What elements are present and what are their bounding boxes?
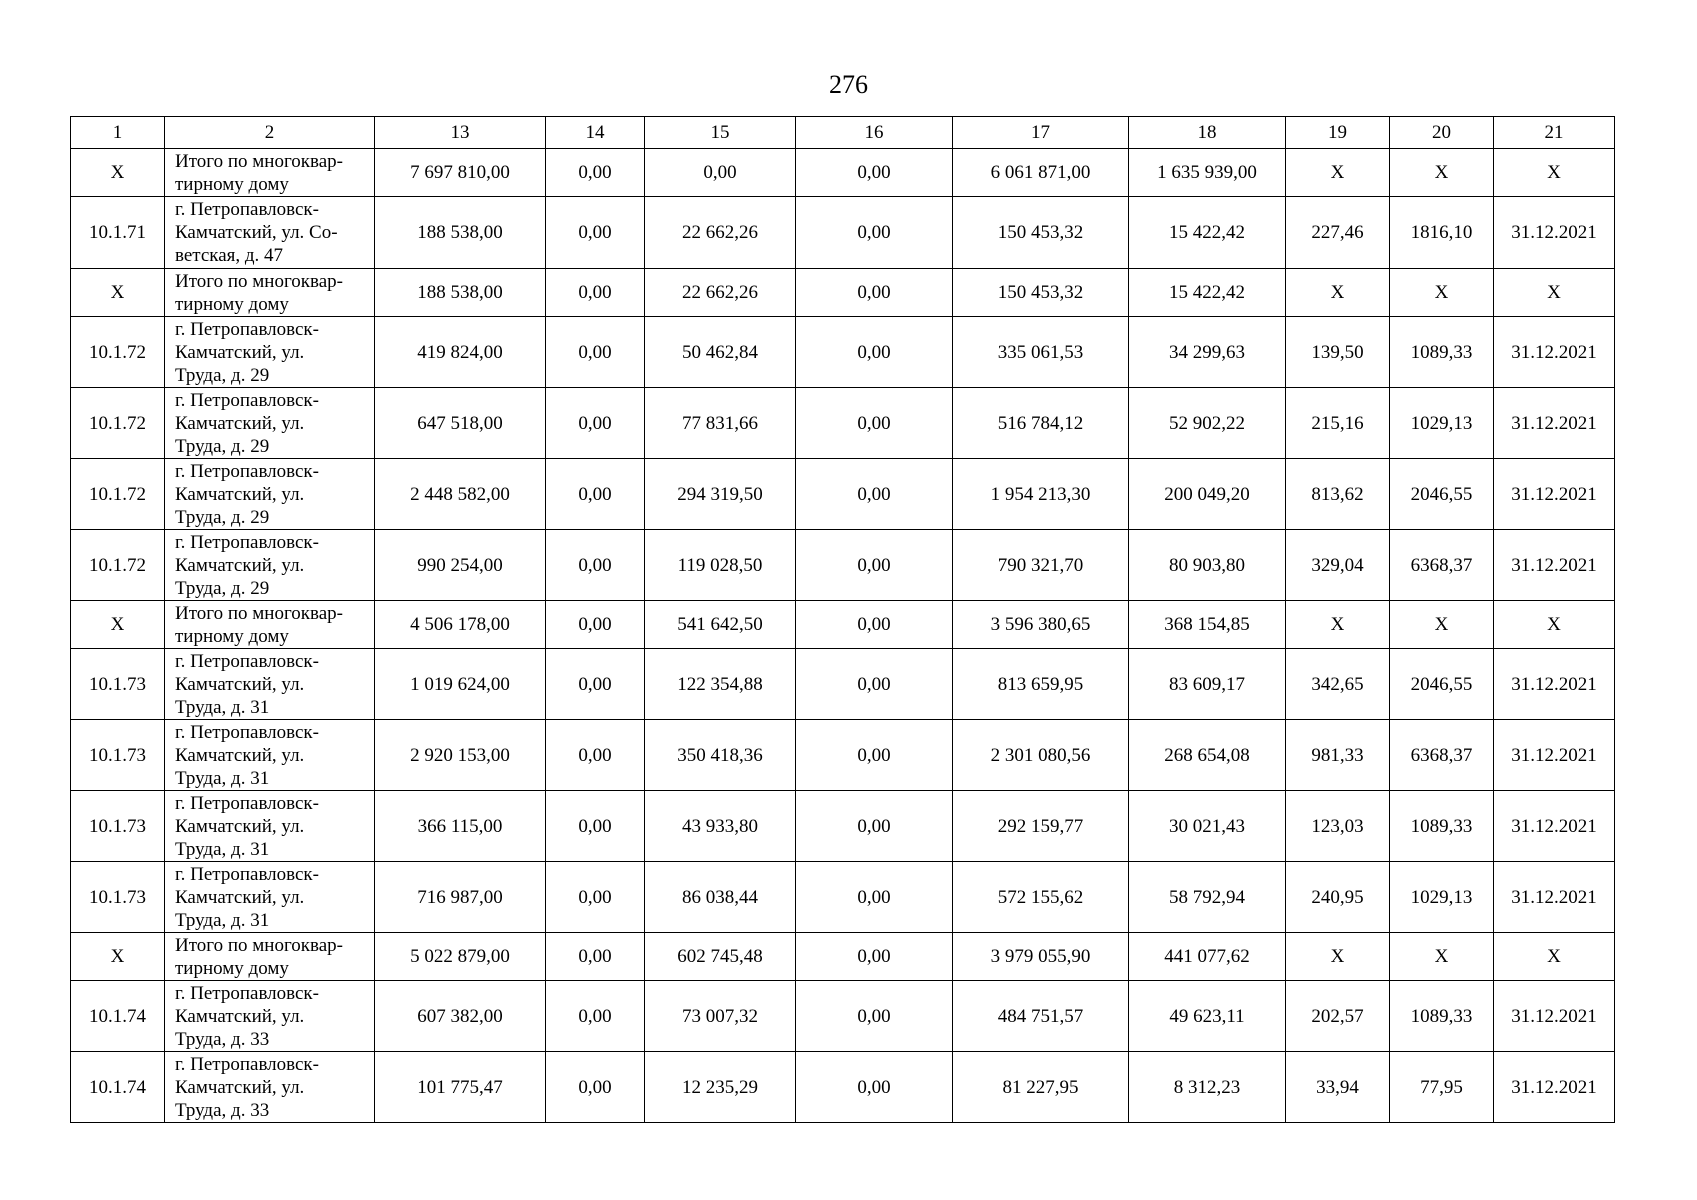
table-row	[71, 720, 1615, 791]
table-cell: 188 538,00	[375, 197, 546, 269]
table-row-total	[71, 149, 1615, 197]
address-cell: г. Петропавловск- Камчатский, ул. Труда, д. 29	[165, 388, 375, 459]
table-cell: X	[71, 933, 165, 981]
table-cell: 541 642,50	[645, 601, 796, 649]
table-cell: X	[1494, 601, 1615, 649]
table-cell: 52 902,22	[1129, 388, 1286, 459]
table-cell: 0,00	[645, 149, 796, 197]
address-cell: г. Петропавловск- Камчатский, ул. Труда, д. 33	[165, 1052, 375, 1123]
table-cell: 441 077,62	[1129, 933, 1286, 981]
data-table	[70, 116, 1615, 1123]
table-cell: 81 227,95	[953, 1052, 1129, 1123]
table-cell: 1816,10	[1390, 197, 1494, 269]
column-header: 13	[375, 117, 546, 149]
table-row	[71, 459, 1615, 530]
table-cell: 10.1.72	[71, 459, 165, 530]
column-header: 19	[1286, 117, 1390, 149]
table-cell: 122 354,88	[645, 649, 796, 720]
table-cell: 602 745,48	[645, 933, 796, 981]
table-cell: 2 920 153,00	[375, 720, 546, 791]
address-cell: г. Петропавловск- Камчатский, ул. Труда, д. 31	[165, 649, 375, 720]
table-cell: 1089,33	[1390, 317, 1494, 388]
table-cell: 4 506 178,00	[375, 601, 546, 649]
column-header: 21	[1494, 117, 1615, 149]
table-cell: 990 254,00	[375, 530, 546, 601]
table-cell: 123,03	[1286, 791, 1390, 862]
table-cell: 10.1.74	[71, 1052, 165, 1123]
table-cell: 86 038,44	[645, 862, 796, 933]
page-number: 276	[829, 70, 868, 99]
table-cell: X	[1286, 269, 1390, 317]
table-cell: X	[1494, 149, 1615, 197]
table-row	[71, 317, 1615, 388]
table-cell: 1089,33	[1390, 791, 1494, 862]
table-cell: X	[1286, 933, 1390, 981]
table-cell: 101 775,47	[375, 1052, 546, 1123]
address-cell: г. Петропавловск- Камчатский, ул. Труда, д. 31	[165, 720, 375, 791]
table-cell: 2 448 582,00	[375, 459, 546, 530]
table-cell: 0,00	[796, 269, 953, 317]
table-row	[71, 197, 1615, 269]
address-cell: Итого по многоквар- тирному дому	[165, 269, 375, 317]
address-cell: г. Петропавловск- Камчатский, ул. Труда, д. 31	[165, 791, 375, 862]
table-cell: 227,46	[1286, 197, 1390, 269]
table-row	[71, 862, 1615, 933]
table-cell: 342,65	[1286, 649, 1390, 720]
table-cell: 350 418,36	[645, 720, 796, 791]
table-cell: 0,00	[546, 933, 645, 981]
table-row-total	[71, 269, 1615, 317]
table-cell: 292 159,77	[953, 791, 1129, 862]
table-cell: 335 061,53	[953, 317, 1129, 388]
table-row	[71, 388, 1615, 459]
table-cell: X	[1286, 601, 1390, 649]
table-cell: 329,04	[1286, 530, 1390, 601]
table-cell: 31.12.2021	[1494, 720, 1615, 791]
column-header: 17	[953, 117, 1129, 149]
table-cell: 0,00	[796, 601, 953, 649]
table-cell: 0,00	[546, 388, 645, 459]
table-cell: 43 933,80	[645, 791, 796, 862]
table-cell: 1029,13	[1390, 862, 1494, 933]
table-cell: 0,00	[796, 388, 953, 459]
table-cell: 30 021,43	[1129, 791, 1286, 862]
table-cell: 419 824,00	[375, 317, 546, 388]
table-cell: 368 154,85	[1129, 601, 1286, 649]
table-row	[71, 530, 1615, 601]
column-header: 20	[1390, 117, 1494, 149]
table-cell: 981,33	[1286, 720, 1390, 791]
header-row	[71, 117, 1615, 149]
table-cell: 202,57	[1286, 981, 1390, 1052]
table-cell: 0,00	[546, 459, 645, 530]
table-cell: 0,00	[546, 317, 645, 388]
column-header: 2	[165, 117, 375, 149]
table-cell: 484 751,57	[953, 981, 1129, 1052]
table-cell: 31.12.2021	[1494, 981, 1615, 1052]
table-cell: 15 422,42	[1129, 197, 1286, 269]
table-row	[71, 649, 1615, 720]
column-header: 15	[645, 117, 796, 149]
table-cell: 31.12.2021	[1494, 388, 1615, 459]
table-cell: 0,00	[546, 530, 645, 601]
address-cell: Итого по многоквар- тирному дому	[165, 601, 375, 649]
table-cell: X	[1494, 269, 1615, 317]
table-cell: 2046,55	[1390, 459, 1494, 530]
table-cell: 10.1.73	[71, 720, 165, 791]
table-cell: 1029,13	[1390, 388, 1494, 459]
table-cell: X	[1390, 269, 1494, 317]
table-cell: 1089,33	[1390, 981, 1494, 1052]
table-cell: 10.1.73	[71, 649, 165, 720]
table-cell: 572 155,62	[953, 862, 1129, 933]
table-cell: 0,00	[796, 791, 953, 862]
table-cell: 813,62	[1286, 459, 1390, 530]
table-cell: 0,00	[546, 601, 645, 649]
table-cell: 0,00	[796, 1052, 953, 1123]
table-row	[71, 1052, 1615, 1123]
table-cell: 31.12.2021	[1494, 1052, 1615, 1123]
table-cell: 22 662,26	[645, 269, 796, 317]
address-cell: г. Петропавловск- Камчатский, ул. Труда, д. 29	[165, 459, 375, 530]
table-row-total	[71, 933, 1615, 981]
table-cell: 0,00	[546, 862, 645, 933]
table-cell: 139,50	[1286, 317, 1390, 388]
table-cell: 31.12.2021	[1494, 791, 1615, 862]
table-cell: 10.1.73	[71, 862, 165, 933]
table-cell: 188 538,00	[375, 269, 546, 317]
table-cell: 813 659,95	[953, 649, 1129, 720]
table-cell: 80 903,80	[1129, 530, 1286, 601]
table-cell: 3 596 380,65	[953, 601, 1129, 649]
table-cell: 3 979 055,90	[953, 933, 1129, 981]
address-cell: Итого по многоквар- тирному дому	[165, 933, 375, 981]
table-cell: 1 635 939,00	[1129, 149, 1286, 197]
table-cell: 200 049,20	[1129, 459, 1286, 530]
table-cell: 215,16	[1286, 388, 1390, 459]
table-cell: 0,00	[546, 791, 645, 862]
table-cell: 240,95	[1286, 862, 1390, 933]
table-cell: 0,00	[796, 530, 953, 601]
table-cell: 268 654,08	[1129, 720, 1286, 791]
table-cell: 150 453,32	[953, 269, 1129, 317]
table-cell: X	[1286, 149, 1390, 197]
table-cell: 77 831,66	[645, 388, 796, 459]
table-row-total	[71, 601, 1615, 649]
table-cell: 0,00	[546, 269, 645, 317]
table-cell: 6368,37	[1390, 720, 1494, 791]
table-cell: 0,00	[796, 197, 953, 269]
table-cell: 31.12.2021	[1494, 459, 1615, 530]
table-cell: 0,00	[796, 720, 953, 791]
column-header: 14	[546, 117, 645, 149]
table-cell: 7 697 810,00	[375, 149, 546, 197]
column-header: 1	[71, 117, 165, 149]
table-cell: 10.1.72	[71, 317, 165, 388]
table-cell: 31.12.2021	[1494, 649, 1615, 720]
table-row	[71, 791, 1615, 862]
table-cell: 0,00	[796, 649, 953, 720]
table-cell: 119 028,50	[645, 530, 796, 601]
table-cell: 516 784,12	[953, 388, 1129, 459]
table-cell: 1 954 213,30	[953, 459, 1129, 530]
table-cell: 31.12.2021	[1494, 317, 1615, 388]
table-cell: 31.12.2021	[1494, 862, 1615, 933]
table-cell: 12 235,29	[645, 1052, 796, 1123]
table-cell: 0,00	[796, 317, 953, 388]
address-cell: г. Петропавловск- Камчатский, ул. Труда, д. 29	[165, 317, 375, 388]
table-cell: 790 321,70	[953, 530, 1129, 601]
table-cell: X	[71, 601, 165, 649]
table-cell: 2046,55	[1390, 649, 1494, 720]
address-cell: г. Петропавловск- Камчатский, ул. Труда, д. 33	[165, 981, 375, 1052]
column-header: 18	[1129, 117, 1286, 149]
table-cell: 22 662,26	[645, 197, 796, 269]
table-cell: X	[71, 149, 165, 197]
table-cell: 607 382,00	[375, 981, 546, 1052]
table-cell: 0,00	[546, 720, 645, 791]
table-cell: 0,00	[546, 149, 645, 197]
table-cell: 10.1.74	[71, 981, 165, 1052]
table-cell: 366 115,00	[375, 791, 546, 862]
table-cell: 0,00	[796, 862, 953, 933]
table-cell: 647 518,00	[375, 388, 546, 459]
table-cell: 2 301 080,56	[953, 720, 1129, 791]
table-cell: 50 462,84	[645, 317, 796, 388]
table-body	[71, 117, 1615, 1123]
table-cell: 15 422,42	[1129, 269, 1286, 317]
table-cell: 31.12.2021	[1494, 197, 1615, 269]
table-cell: 77,95	[1390, 1052, 1494, 1123]
table-cell: 83 609,17	[1129, 649, 1286, 720]
table-cell: 716 987,00	[375, 862, 546, 933]
address-cell: г. Петропавловск- Камчатский, ул. Труда, д. 29	[165, 530, 375, 601]
table-cell: 10.1.71	[71, 197, 165, 269]
table-cell: 10.1.72	[71, 530, 165, 601]
table-cell: X	[1494, 933, 1615, 981]
table-cell: X	[71, 269, 165, 317]
table-cell: 31.12.2021	[1494, 530, 1615, 601]
table-cell: 0,00	[546, 981, 645, 1052]
table-cell: 0,00	[796, 459, 953, 530]
column-header: 16	[796, 117, 953, 149]
table-cell: 6 061 871,00	[953, 149, 1129, 197]
table-row	[71, 981, 1615, 1052]
table-cell: 6368,37	[1390, 530, 1494, 601]
table-cell: 5 022 879,00	[375, 933, 546, 981]
table-cell: 34 299,63	[1129, 317, 1286, 388]
table-cell: 49 623,11	[1129, 981, 1286, 1052]
table-cell: X	[1390, 149, 1494, 197]
table-cell: X	[1390, 933, 1494, 981]
table-cell: 0,00	[546, 649, 645, 720]
table-cell: 0,00	[796, 933, 953, 981]
table-cell: 0,00	[796, 149, 953, 197]
table-cell: 73 007,32	[645, 981, 796, 1052]
address-cell: Итого по многоквар- тирному дому	[165, 149, 375, 197]
table-cell: 8 312,23	[1129, 1052, 1286, 1123]
table-cell: 10.1.73	[71, 791, 165, 862]
address-cell: г. Петропавловск- Камчатский, ул. Труда, д. 31	[165, 862, 375, 933]
table-cell: X	[1390, 601, 1494, 649]
table-cell: 33,94	[1286, 1052, 1390, 1123]
table-cell: 10.1.72	[71, 388, 165, 459]
table-cell: 0,00	[546, 197, 645, 269]
table-cell: 294 319,50	[645, 459, 796, 530]
table-cell: 0,00	[546, 1052, 645, 1123]
table-cell: 0,00	[796, 981, 953, 1052]
address-cell: г. Петропавловск- Камчатский, ул. Со- ветская, д. 47	[165, 197, 375, 269]
table-cell: 1 019 624,00	[375, 649, 546, 720]
table-cell: 150 453,32	[953, 197, 1129, 269]
table-cell: 58 792,94	[1129, 862, 1286, 933]
